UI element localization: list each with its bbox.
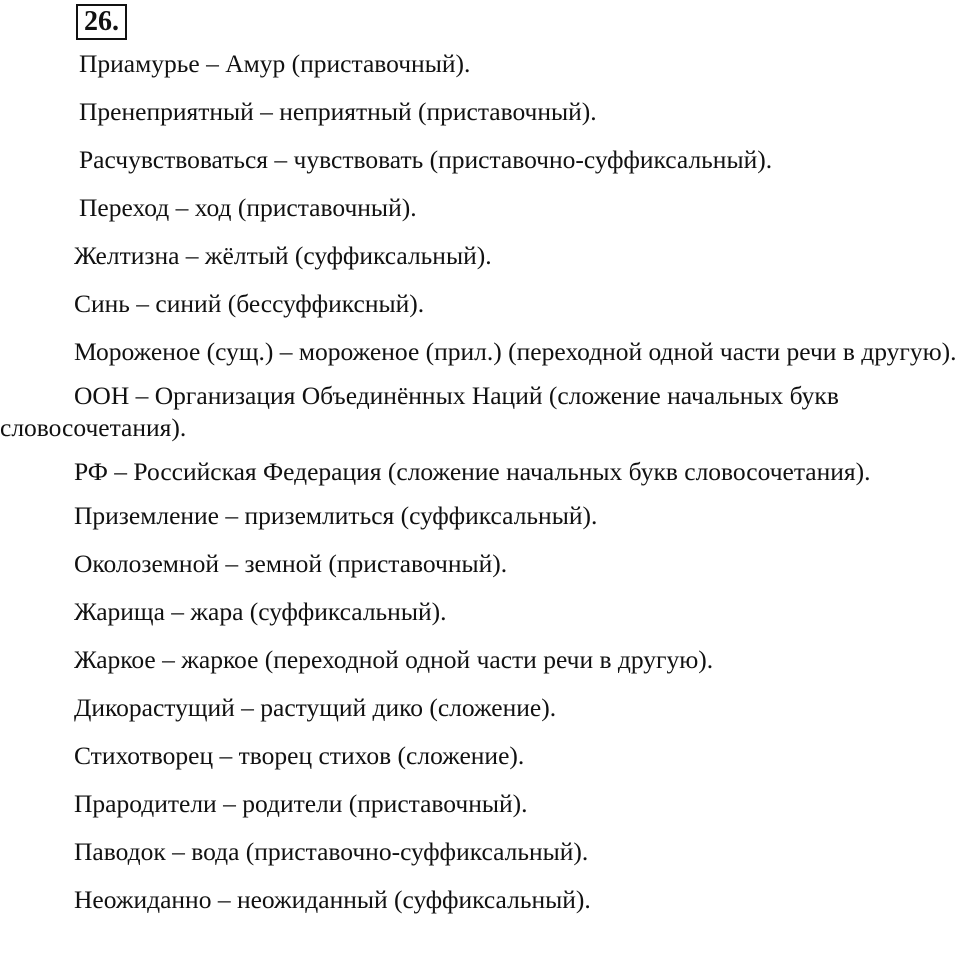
list-item: Прародители – родители (приставочный).	[74, 789, 528, 818]
list-item: Дикорастущий – растущий дико (сложение).	[74, 693, 557, 722]
list-item: Расчувствоваться – чувствовать (приставочно-суффиксальный).	[79, 145, 773, 174]
list-item: Околоземной – земной (приставочный).	[74, 549, 508, 578]
list-item: Переход – ход (приставочный).	[79, 193, 417, 222]
list-item: Жарища – жара (суффиксальный).	[74, 597, 447, 626]
list-item: Приамурье – Амур (приставочный).	[79, 49, 471, 78]
list-item: Паводок – вода (приставочно-суффиксальный).	[74, 837, 589, 866]
list-item: Приземление – приземлиться (суффиксальный).	[74, 501, 598, 530]
word-formation-list	[0, 48, 958, 932]
list-item: Синь – синий (бессуффиксный).	[74, 289, 425, 318]
list-item: РФ – Российская Федерация (сложение начальных букв словосочетания).	[74, 457, 871, 486]
list-item: Стихотворец – творец стихов (сложение).	[74, 741, 525, 770]
list-item: Пренеприятный – неприятный (приставочный).	[79, 97, 597, 126]
list-item: Мороженое (сущ.) – мороженое (прил.) (переходной одной части речи в другую).	[74, 337, 957, 366]
list-item: ООН – Организация Объединённых Наций (сложение начальных букв словосочетания).	[0, 381, 839, 442]
list-item: Жаркое – жаркое (переходной одной части речи в другую).	[74, 645, 714, 674]
task-number-badge: 26.	[76, 4, 127, 40]
list-item: Неожиданно – неожиданный (суффиксальный).	[74, 885, 591, 914]
list-item: Желтизна – жёлтый (суффиксальный).	[74, 241, 492, 270]
